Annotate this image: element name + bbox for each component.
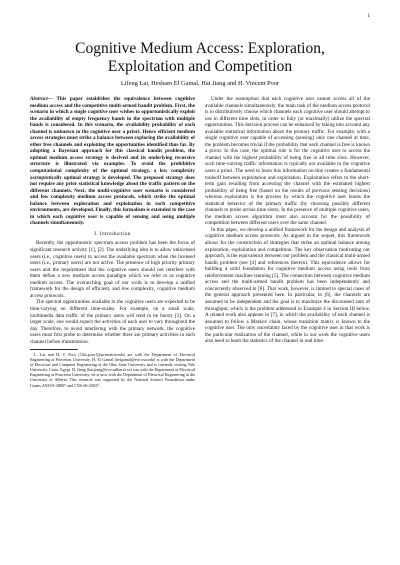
title-line-2: Exploitation and Competition [107, 58, 293, 75]
abstract [30, 96, 195, 227]
page-number: 1 [367, 14, 370, 19]
abstract-label: Abstract [30, 96, 48, 102]
author-list: Lifeng Lai, Hesham El Gamal, Hai Jiang and H. Vincent Poor [120, 80, 280, 87]
author-footnote: L. Lai and H. V. Poor ({llai,poor}@princeton.edu) are with the Department of Electrical Engineering at Princeton University. H. El Gamal (helgamal@ece.osu.edu) is with the Department of Electrical and Computer Engineering at the Ohio State University and is currently visiting Nile University, Cairo, Egypt. H. Jiang (hai.jiang@ece.ualberta.ca) was with the Department of Electrical Engineering at Princeton University; he is now with the Department of Electrical Engineering at the University of Alberta. This research was supported by the National Science Foundation under Grants ANI-03-38807 and CNS-06-25637. [30, 352, 195, 388]
abstract-text: — This paper establishes the equivalence between cognitive medium access and the competitive multi-armed bandit problem. First, the scenario in which a single cognitive user wishes to opportunistically exploit the availability of empty frequency bands in the spectrum with multiple bands is considered. In this scenario, the availability probability of each channel is unknown to the cognitive user a priori. Hence efficient medium access strategies must strike a balance between exploring the availability of other free channels and exploiting the opportunities identified thus far. By adopting a Bayesian approach for this classical bandit problem, the optimal medium access strategy is derived and its underlying recursive structure is illustrated via examples. To avoid the prohibitive computational complexity of the optimal strategy, a low complexity asymptotically optimal strategy is developed. The proposed strategy does not require any prior statistical knowledge about the traffic pattern on the different channels. Next, the multi-cognitive user scenario is considered and low complexity medium access protocols, which strike the optimal balance between exploration and exploitation in such competitive environments, are developed. Finally, this formalism is extended to the case in which each cognitive user is capable of sensing and using multiple channels simultaneously. [30, 96, 195, 227]
section-heading-introduction: I. Introduction [94, 230, 131, 237]
title-line-1: Cognitive Medium Access: Exploration, [75, 40, 325, 57]
intro-paragraph: Recently, the opportunistic spectrum access problem has been the focus of significant research activity [1], [2]. The underlying idea is to allow unlicensed users (i.e., cognitive users) to access the available spectrum when the licensed users (i.e., primary users) are not active. The presence of high priority primary users and the requirement that the cognitive users should not interfere with them define a new medium access paradigm which we refer to as cognitive medium access. The overarching goal of our work is to develop a unified framework for the design of efficient, and low complexity, cognitive medium access protocols. [30, 240, 195, 299]
body-paragraph: In this paper, we develop a unified framework for the design and analysis of cognitive medium access protocols. As argued in the sequel, this framework allows for the construction of strategies that strike an optimal balance among exploration, exploitation and competition. The key observation motivating our approach, is the equivalence between our problem and the classical multi-armed bandit problem (see [4] and references therein). This equivalence allows for building a solid foundation for cognitive medium access using tools from reinforcement machine learning [5]. The connection between cognitive medium access and the multi-armed bandit problem has been independently and concurrently observed in [6]. That work, however, is limited to special cases of the general approach presented here. In particular, in [6], the channels are assumed to be independent and the goal is to maximize the discounted sum of throughput, which is the problem addressed in Example 4 in Section III below. A related work also appears in [7], in which the availability of each channel is assumed to follow a Markov chain, whose transition matrix is known to the cognitive user. The only uncertainty faced by the cognitive user in that work is the particular realization of the channel, while in our work the cognitive users also need to learn the statistics of the channel in real time. [205, 226, 370, 345]
footnote-divider [30, 349, 78, 350]
right-column [205, 96, 370, 345]
body-paragraph: Under the assumption that each cognitive user cannot access all of the available channels simultaneously, the main task of the medium access protocol is to distributively choose which channels each cognitive user should attempt to use in different time slots, in order to fully (or maximally) utilize the spectral opportunities. This decision process can be enhanced by taking into account any available statistical information about the primary traffic. For example, with a single cognitive user capable of accessing (sensing) only one channel at time, the problem becomes trivial if the probability that each channel is free is known a priori. In this case, the optimal rule is for the cognitive user to access the channel with the highest probability of being free in all time slots. However, such time-varying traffic information is typically not available to the cognitive users a priori. The need to learn this information on-line creates a fundamental tradeoff between exploitation and exploration. Exploitation refers to the short-term gain resulting from accessing the channel with the estimated highest probability of being free (based on the results of previous sensing decisions) whereas exploration is the process by which the cognitive user learns the statistical behavior of the primary traffic (by choosing possibly different channels to probe across time slots). In the presence of multiple cognitive users, the medium access algorithm must also account for the possibility of competition between different users over the same channel. [205, 96, 370, 227]
intro-paragraph: The spectral opportunities available to the cognitive users are expected to be time-varying on different time-scales. For example, on a small scale, multimedia data traffic of the primary users will tend to be bursty [3]. On a larger scale, one would expect the activities of each user to vary throughout the day. Therefore, to avoid interfering with the primary network, the cognitive users must first probe to determine whether there are primary activities in each channel before transmission. [30, 299, 195, 345]
paper-title [0, 40, 400, 76]
left-column [30, 96, 195, 388]
